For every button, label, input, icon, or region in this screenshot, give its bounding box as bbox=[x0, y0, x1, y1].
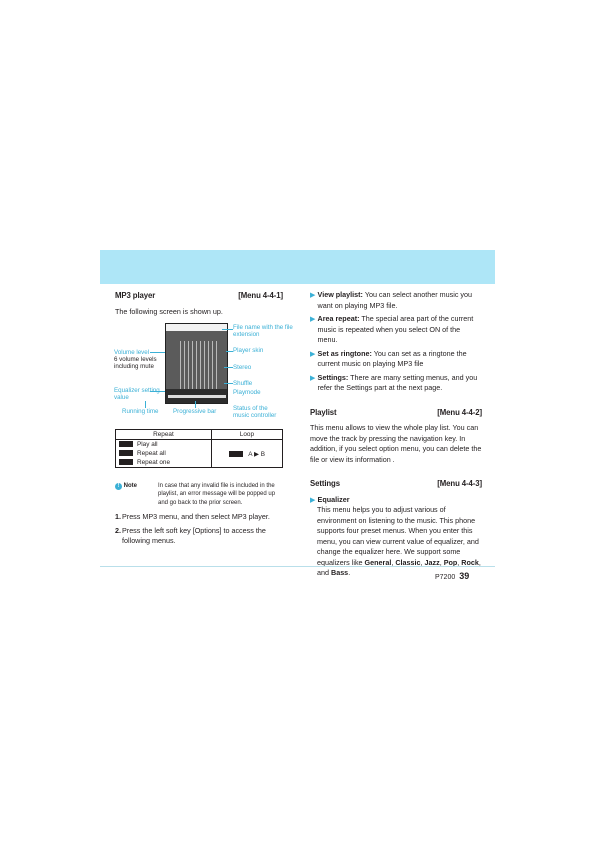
eq-name: Pop bbox=[443, 557, 458, 567]
playlist-text: This menu allows to view the whole play list. You can move the track by pressing the navigation key. In addition, if you select option menu, you can delete the file or view its information . bbox=[310, 423, 482, 464]
mp3-player-menu-number: [Menu 4-4-1] bbox=[238, 291, 283, 300]
repeat-all-icon bbox=[119, 450, 133, 456]
bullet-text: The special area part of the current music is repeated when you select ON of the menu. bbox=[317, 314, 474, 344]
leader-line bbox=[150, 352, 165, 353]
step-number: 1. bbox=[115, 512, 121, 521]
note-label: Note bbox=[123, 483, 138, 489]
model-name: P7200 bbox=[435, 574, 456, 581]
note-text: In case that any invalid file is included in the playlist, an error message will be popped up and go back to the prior screen. bbox=[158, 483, 276, 506]
step-text: Press the left soft key [Options] to access the following menus. bbox=[122, 525, 266, 545]
callout-volume-level: Volume level bbox=[114, 349, 150, 356]
repeat-loop-table bbox=[115, 429, 283, 468]
bullet-arrow-icon: ▶ bbox=[310, 348, 316, 358]
screen-progress-bar bbox=[168, 395, 226, 398]
footer-divider bbox=[100, 566, 495, 567]
list-item bbox=[310, 349, 482, 370]
options-list bbox=[310, 290, 482, 394]
callout-status: Status of the music controller bbox=[233, 405, 277, 420]
callout-playmode: Playmode bbox=[233, 389, 261, 396]
page-number: 39 bbox=[459, 571, 470, 581]
leader-line bbox=[222, 329, 233, 330]
mp3-player-title: MP3 player bbox=[115, 291, 156, 300]
equalizer-label: Equalizer bbox=[317, 494, 350, 504]
loop-b-label: B bbox=[260, 450, 265, 458]
eq-name: Bass bbox=[331, 568, 349, 577]
table-header-repeat: Repeat bbox=[116, 430, 212, 440]
bullet-text: There are many setting menus, and you refer the Settings part at the next page. bbox=[317, 372, 478, 392]
steps bbox=[115, 512, 285, 547]
settings-title: Settings bbox=[310, 479, 340, 488]
playlist-heading bbox=[310, 408, 482, 419]
callout-running-time: Running time bbox=[122, 408, 159, 415]
repeat-one-icon bbox=[119, 459, 133, 465]
mp3-player-screen-image bbox=[165, 323, 228, 404]
table-row bbox=[119, 449, 208, 458]
leader-line bbox=[226, 351, 233, 352]
equalizer-visualizer bbox=[180, 341, 218, 391]
bullet-arrow-icon: ▶ bbox=[310, 494, 316, 504]
loop-icon bbox=[229, 451, 243, 457]
bullet-arrow-icon: ▶ bbox=[310, 290, 316, 299]
play-all-label: Play all bbox=[137, 441, 158, 448]
mp3-player-heading bbox=[115, 291, 283, 302]
eq-name: Jazz bbox=[424, 557, 440, 567]
bullet-text: You can set as a ringtone the current music on playing MP3 file bbox=[317, 348, 467, 368]
bullet-label: Settings: bbox=[317, 372, 349, 382]
callout-stereo: Stereo bbox=[233, 364, 252, 371]
callout-shuffle: Shuffle bbox=[233, 380, 253, 387]
equalizer-text: This menu helps you to adjust various of environment on listening to the music. This phone supports four preset menus. When you enter this menu, you can view current value of equalizer, and change the equalizer here. We support some equalizers like General, Classic, Jazz, Pop, Rock, and Bass. bbox=[317, 505, 481, 577]
playlist-menu-number: [Menu 4-4-2] bbox=[437, 407, 482, 417]
intro-text: The following screen is shown up. bbox=[115, 306, 223, 316]
callout-file-name: File name with the file extension bbox=[233, 324, 293, 339]
right-column bbox=[310, 290, 482, 579]
callout-volume-desc: 6 volume levels including mute bbox=[114, 356, 157, 371]
table-header-loop: Loop bbox=[211, 430, 282, 440]
list-item bbox=[310, 290, 482, 311]
eq-name: Classic bbox=[395, 557, 421, 567]
play-all-icon bbox=[119, 441, 133, 447]
bullet-arrow-icon: ▶ bbox=[310, 314, 316, 323]
step-number: 2. bbox=[115, 525, 121, 535]
table-row bbox=[119, 440, 208, 449]
leader-line bbox=[224, 367, 233, 368]
leader-line bbox=[150, 391, 165, 392]
bullet-label: View playlist: bbox=[317, 290, 363, 299]
step-2 bbox=[115, 526, 285, 547]
loop-a-label: A bbox=[248, 450, 253, 458]
callout-progressive-bar: Progressive bar bbox=[173, 408, 217, 415]
loop-arrow-icon: ▶ bbox=[254, 450, 259, 458]
repeat-options-cell bbox=[116, 440, 212, 468]
step-text: Press MP3 menu, and then select MP3 player. bbox=[122, 512, 270, 521]
note-icon: ! bbox=[115, 483, 122, 490]
settings-heading bbox=[310, 479, 482, 490]
leader-line bbox=[195, 401, 196, 408]
screen-title-bar bbox=[166, 324, 227, 331]
playlist-title: Playlist bbox=[310, 407, 337, 417]
left-column bbox=[115, 291, 283, 317]
list-item bbox=[310, 373, 482, 394]
eq-name: Rock bbox=[461, 557, 479, 567]
repeat-all-label: Repeat all bbox=[137, 450, 166, 457]
repeat-one-label: Repeat one bbox=[137, 459, 171, 466]
eq-name: General bbox=[364, 557, 392, 567]
note-block bbox=[115, 482, 285, 507]
bullet-label: Area repeat: bbox=[317, 314, 360, 323]
equalizer-description: This menu helps you to adjust various of environment on listening to the music. This phone supports four preset menus. When you enter this menu, you can view current value of equalizer, and change the equalizer here. We support some equalizers like bbox=[317, 505, 479, 567]
step-1 bbox=[115, 512, 285, 523]
page-footer bbox=[435, 571, 469, 581]
leader-line bbox=[145, 401, 146, 408]
callout-equalizer: Equalizer setting value bbox=[114, 387, 160, 402]
table-row bbox=[119, 458, 208, 467]
settings-menu-number: [Menu 4-4-3] bbox=[437, 479, 482, 488]
loop-cell bbox=[211, 440, 282, 468]
callout-player-skin: Player skin bbox=[233, 347, 264, 354]
bullet-label: Set as ringtone: bbox=[317, 348, 372, 358]
bullet-text: You can select another music you want on playing MP3 file. bbox=[317, 290, 473, 310]
leader-line bbox=[224, 383, 233, 384]
list-item bbox=[310, 314, 482, 346]
bullet-arrow-icon: ▶ bbox=[310, 372, 316, 382]
equalizer-item bbox=[310, 495, 482, 506]
header-banner bbox=[100, 250, 495, 284]
